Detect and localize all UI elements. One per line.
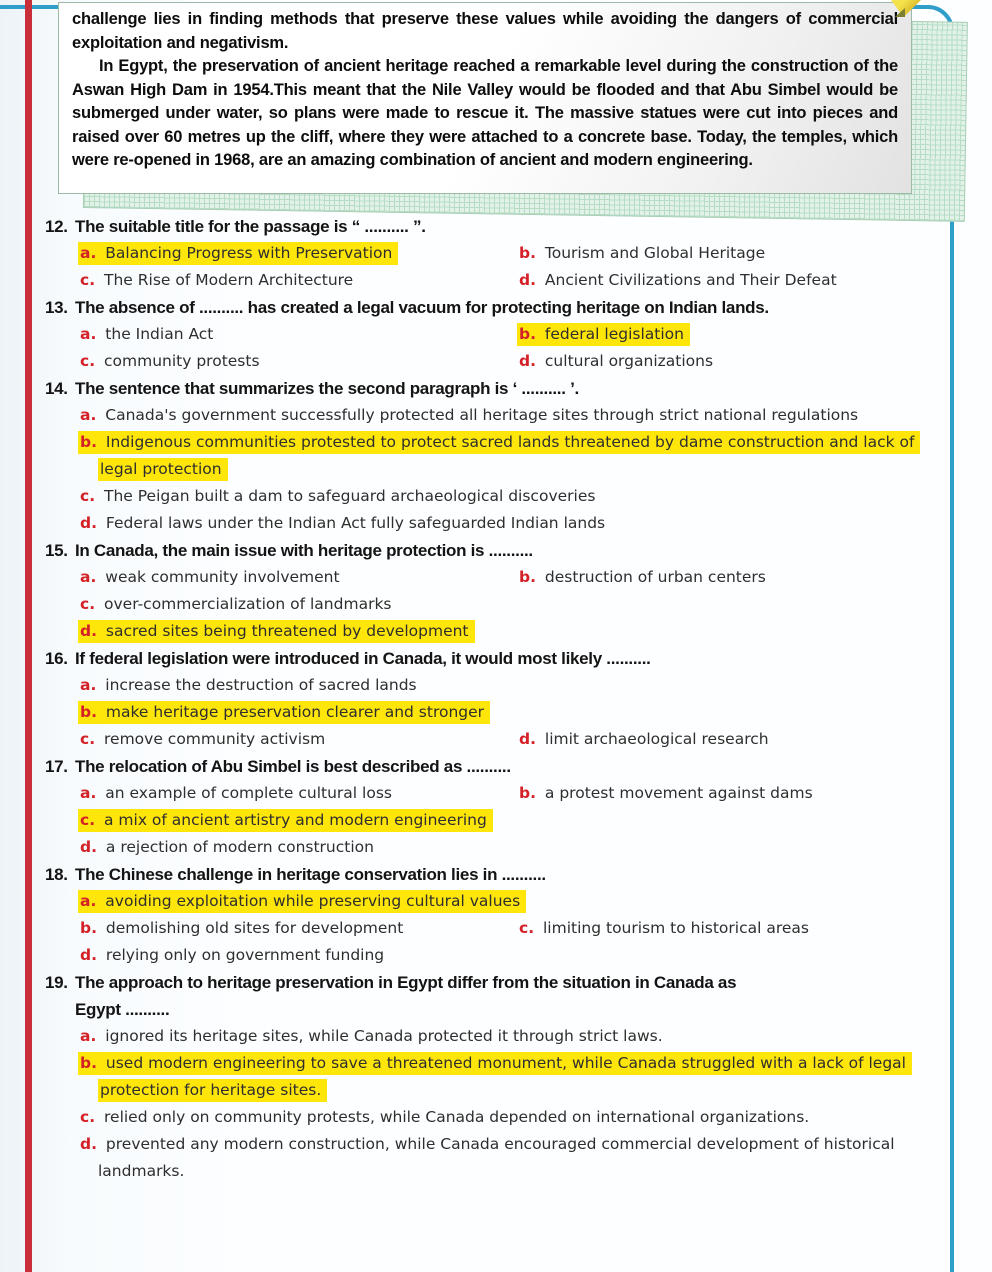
question-number: 14. <box>45 379 68 398</box>
option-letter: d. <box>519 352 536 370</box>
option-b-highlighted-answer <box>78 699 935 726</box>
option-letter: a. <box>80 406 97 424</box>
option-text: a. increase the destruction of sacred lands <box>80 676 417 694</box>
option-d <box>517 726 935 753</box>
option-letter: d. <box>80 514 97 532</box>
option-c <box>78 726 517 753</box>
option-letter: b. <box>519 568 536 586</box>
option-c-highlighted-answer <box>78 807 935 834</box>
answer-highlight: d. sacred sites being threatened by development <box>78 620 475 643</box>
option-a-highlighted-answer <box>78 240 517 267</box>
option-text: b. demolishing old sites for development <box>80 919 404 937</box>
question-text: 15. In Canada, the main issue with heritage protection is .......... <box>45 537 935 564</box>
option-letter: c. <box>80 271 96 289</box>
option-text: d. prevented any modern construction, while Canada encouraged commercial development of historical landmarks. <box>80 1135 895 1180</box>
option-d <box>78 510 935 537</box>
passage-box <box>58 2 912 194</box>
question-text: 12. The suitable title for the passage is “ .......... ”. <box>45 213 935 240</box>
option-text: c. over-commercialization of landmarks <box>80 595 392 613</box>
margin-line-red <box>25 0 32 1272</box>
option-text: b. a protest movement against dams <box>519 784 813 802</box>
option-a-highlighted-answer <box>78 888 935 915</box>
option-letter: b. <box>80 433 97 451</box>
question-text: 18. The Chinese challenge in heritage conservation lies in .......... <box>45 861 935 888</box>
question-text: 13. The absence of .......... has created a legal vacuum for protecting heritage on Indian lands. <box>45 294 935 321</box>
question-number: 15. <box>45 541 68 560</box>
question-15 <box>45 537 935 645</box>
option-text: c. remove community activism <box>80 730 326 748</box>
option-letter: c. <box>80 811 96 829</box>
question-text: 17. The relocation of Abu Simbel is best described as .......... <box>45 753 935 780</box>
option-letter: a. <box>80 568 97 586</box>
option-b <box>78 915 517 942</box>
option-letter: c. <box>519 919 535 937</box>
answer-highlight: a. avoiding exploitation while preserving cultural values <box>78 890 526 913</box>
option-letter: d. <box>80 1135 97 1153</box>
question-number: 16. <box>45 649 68 668</box>
answer-highlight: b. Indigenous communities protested to protect sacred lands threatened by dame construction and lack of legal protection <box>78 431 920 481</box>
option-c <box>78 267 517 294</box>
passage-paragraph-1: challenge lies in finding methods that preserve these values while avoiding the dangers of commercial exploitation and negativism. <box>72 10 898 52</box>
option-text: a. ignored its heritage sites, while Canada protected it through strict laws. <box>80 1027 663 1045</box>
option-d <box>517 348 935 375</box>
answer-highlight: b. used modern engineering to save a threatened monument, while Canada struggled with a lack of legal protection for heritage sites. <box>78 1052 912 1102</box>
option-d <box>517 267 935 294</box>
option-letter: d. <box>80 838 97 856</box>
option-letter: b. <box>80 703 97 721</box>
question-17 <box>45 753 935 861</box>
option-letter: b. <box>80 1054 97 1072</box>
question-14 <box>45 375 935 537</box>
option-text: a. weak community involvement <box>80 568 340 586</box>
options-group <box>78 888 935 969</box>
option-letter: a. <box>80 892 97 910</box>
option-text: d. a rejection of modern construction <box>80 838 374 856</box>
question-number: 17. <box>45 757 68 776</box>
options-group <box>78 780 935 861</box>
option-letter: a. <box>80 784 97 802</box>
option-letter: a. <box>80 325 97 343</box>
question-12 <box>45 213 935 294</box>
option-b <box>517 240 935 267</box>
option-text: d. limit archaeological research <box>519 730 769 748</box>
option-letter: a. <box>80 244 97 262</box>
option-letter: d. <box>519 271 536 289</box>
option-a <box>78 564 517 591</box>
option-letter: b. <box>519 244 536 262</box>
question-number: 12. <box>45 217 68 236</box>
questions-list <box>45 213 935 1185</box>
option-text: a. an example of complete cultural loss <box>80 784 392 802</box>
option-text: d. relying only on government funding <box>80 946 385 964</box>
answer-highlight: b. make heritage preservation clearer and stronger <box>78 701 490 724</box>
answer-highlight: c. a mix of ancient artistry and modern engineering <box>78 809 493 832</box>
option-text: c. The Rise of Modern Architecture <box>80 271 354 289</box>
option-text: d. Ancient Civilizations and Their Defeat <box>519 271 837 289</box>
options-group <box>78 402 935 537</box>
question-16 <box>45 645 935 753</box>
question-18 <box>45 861 935 969</box>
option-b <box>517 780 935 807</box>
option-letter: c. <box>80 352 96 370</box>
option-text: c. The Peigan built a dam to safeguard archaeological discoveries <box>80 487 596 505</box>
passage-paragraph-2: In Egypt, the preservation of ancient heritage reached a remarkable level during the construction of the Aswan High Dam in 1954.This meant that the Nile Valley would be flooded and that Abu Simbel would be submerged under water, so plans were made to rescue it. The massive statues were cut into pieces and raised over 60 metres up the cliff, where they were attached to a concrete base. Today, the temples, which were re-opened in 1968, are an amazing combination of ancient and modern engineering. <box>72 57 898 169</box>
answer-highlight: a. Balancing Progress with Preservation <box>78 242 398 265</box>
option-a <box>78 321 517 348</box>
option-letter: c. <box>80 1108 96 1126</box>
options-group <box>78 564 935 645</box>
option-c <box>78 348 517 375</box>
option-d <box>78 942 935 969</box>
option-letter: d. <box>519 730 536 748</box>
option-d-highlighted-answer <box>78 618 935 645</box>
option-letter: c. <box>80 730 96 748</box>
pencil-body <box>891 0 921 17</box>
option-text: c. limiting tourism to historical areas <box>519 919 809 937</box>
answer-highlight: b. federal legislation <box>517 323 690 346</box>
question-text: 19. The approach to heritage preservation in Egypt differ from the situation in Canada as Egypt .......... <box>45 969 935 1023</box>
option-text: c. community protests <box>80 352 260 370</box>
option-c <box>517 915 935 942</box>
option-letter: d. <box>80 946 97 964</box>
option-text: b. destruction of urban centers <box>519 568 766 586</box>
option-text: d. cultural organizations <box>519 352 714 370</box>
option-a <box>78 402 935 429</box>
options-group <box>78 240 935 294</box>
option-b-highlighted-answer <box>78 429 935 483</box>
question-19 <box>45 969 935 1185</box>
option-letter: b. <box>519 784 536 802</box>
option-text: b. Tourism and Global Heritage <box>519 244 766 262</box>
option-a <box>78 672 935 699</box>
option-c <box>78 1104 935 1131</box>
option-text: a. Canada's government successfully protected all heritage sites through strict national regulations <box>80 406 859 424</box>
option-text: d. Federal laws under the Indian Act fully safeguarded Indian lands <box>80 514 606 532</box>
question-number: 19. <box>45 973 68 992</box>
option-letter: a. <box>80 676 97 694</box>
option-a <box>78 1023 935 1050</box>
question-number: 13. <box>45 298 68 317</box>
option-d <box>78 1131 935 1185</box>
question-number: 18. <box>45 865 68 884</box>
question-text: 14. The sentence that summarizes the second paragraph is ‘ .......... ’. <box>45 375 935 402</box>
option-letter: b. <box>519 325 536 343</box>
option-letter: b. <box>80 919 97 937</box>
option-c <box>78 591 935 618</box>
option-a <box>78 780 517 807</box>
pencil-corner-icon <box>891 0 921 17</box>
option-letter: d. <box>80 622 97 640</box>
options-group <box>78 1023 935 1185</box>
option-c <box>78 483 935 510</box>
option-b-highlighted-answer <box>78 1050 935 1104</box>
option-b-highlighted-answer <box>517 321 935 348</box>
option-text: a. the Indian Act <box>80 325 214 343</box>
option-letter: c. <box>80 487 96 505</box>
option-b <box>517 564 935 591</box>
option-text: c. relied only on community protests, while Canada depended on international organizations. <box>80 1108 810 1126</box>
options-group <box>78 672 935 753</box>
question-13 <box>45 294 935 375</box>
option-d <box>78 834 935 861</box>
option-letter: a. <box>80 1027 97 1045</box>
question-text: 16. If federal legislation were introduced in Canada, it would most likely .......... <box>45 645 935 672</box>
option-letter: c. <box>80 595 96 613</box>
options-group <box>78 321 935 375</box>
